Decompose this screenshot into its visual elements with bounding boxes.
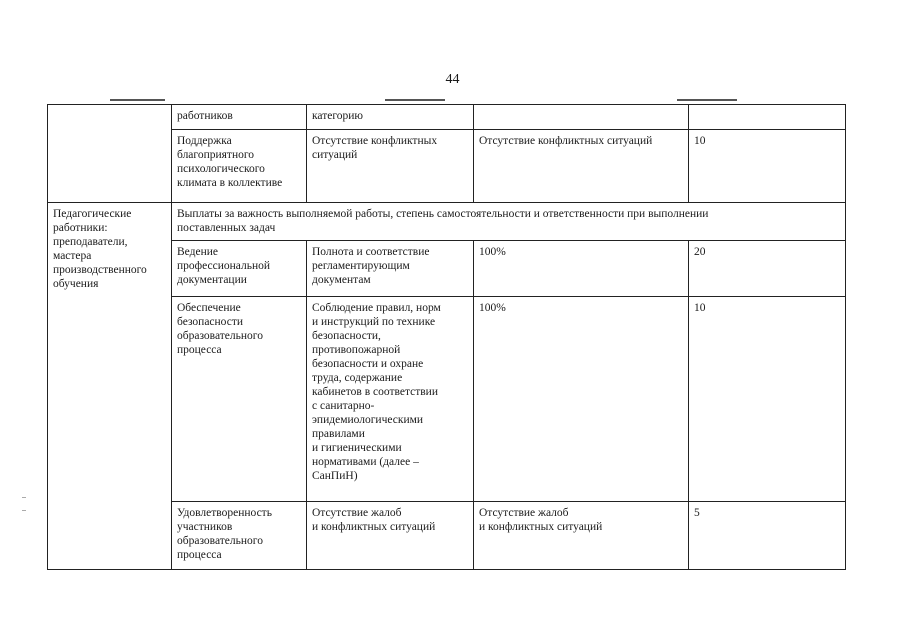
category-cell-empty [48, 105, 172, 203]
section-header-row [48, 203, 846, 241]
points-cell [689, 105, 846, 130]
target-cell: Отсутствие конфликтных ситуаций [474, 130, 689, 203]
category-cell: Педагогические работники: преподаватели, мастера производственного обучения [48, 203, 172, 570]
indicator-cell: категорию [307, 105, 474, 130]
scan-mark-center [385, 99, 445, 101]
scan-mark-left [110, 99, 165, 101]
indicator-cell: Соблюдение правил, норм и инструкций по технике безопасности, противопожарной безопасности и охране труда, содержание кабинетов в соответствии с санитарно- эпидемиологическими правилами и гигиеническими нормативами (далее – СанПиН) [307, 297, 474, 502]
criterion-cell: Удовлетворенность участников образовательного процесса [172, 502, 307, 570]
criterion-cell: Поддержка благоприятного психологического климата в коллективе [172, 130, 307, 203]
points-cell: 5 [689, 502, 846, 570]
margin-dot [22, 510, 26, 511]
points-cell: 10 [689, 130, 846, 203]
criterion-cell: работников [172, 105, 307, 130]
page-number: 44 [445, 72, 460, 87]
indicator-cell: Отсутствие жалоб и конфликтных ситуаций [307, 502, 474, 570]
points-cell: 20 [689, 241, 846, 297]
margin-dot [22, 497, 26, 498]
target-cell [474, 105, 689, 130]
scan-mark-right [677, 99, 737, 101]
target-cell: Отсутствие жалоб и конфликтных ситуаций [474, 502, 689, 570]
points-cell: 10 [689, 297, 846, 502]
criterion-cell: Ведение профессиональной документации [172, 241, 307, 297]
target-cell: 100% [474, 297, 689, 502]
indicator-cell: Полнота и соответствие регламентирующим документам [307, 241, 474, 297]
criterion-cell: Обеспечение безопасности образовательного процесса [172, 297, 307, 502]
indicator-cell: Отсутствие конфликтных ситуаций [307, 130, 474, 203]
criteria-table [47, 104, 846, 570]
target-cell: 100% [474, 241, 689, 297]
table-row [48, 105, 846, 130]
section-header-cell: Выплаты за важность выполняемой работы, степень самостоятельности и ответственности при выполнении поставленных задач [172, 203, 846, 241]
